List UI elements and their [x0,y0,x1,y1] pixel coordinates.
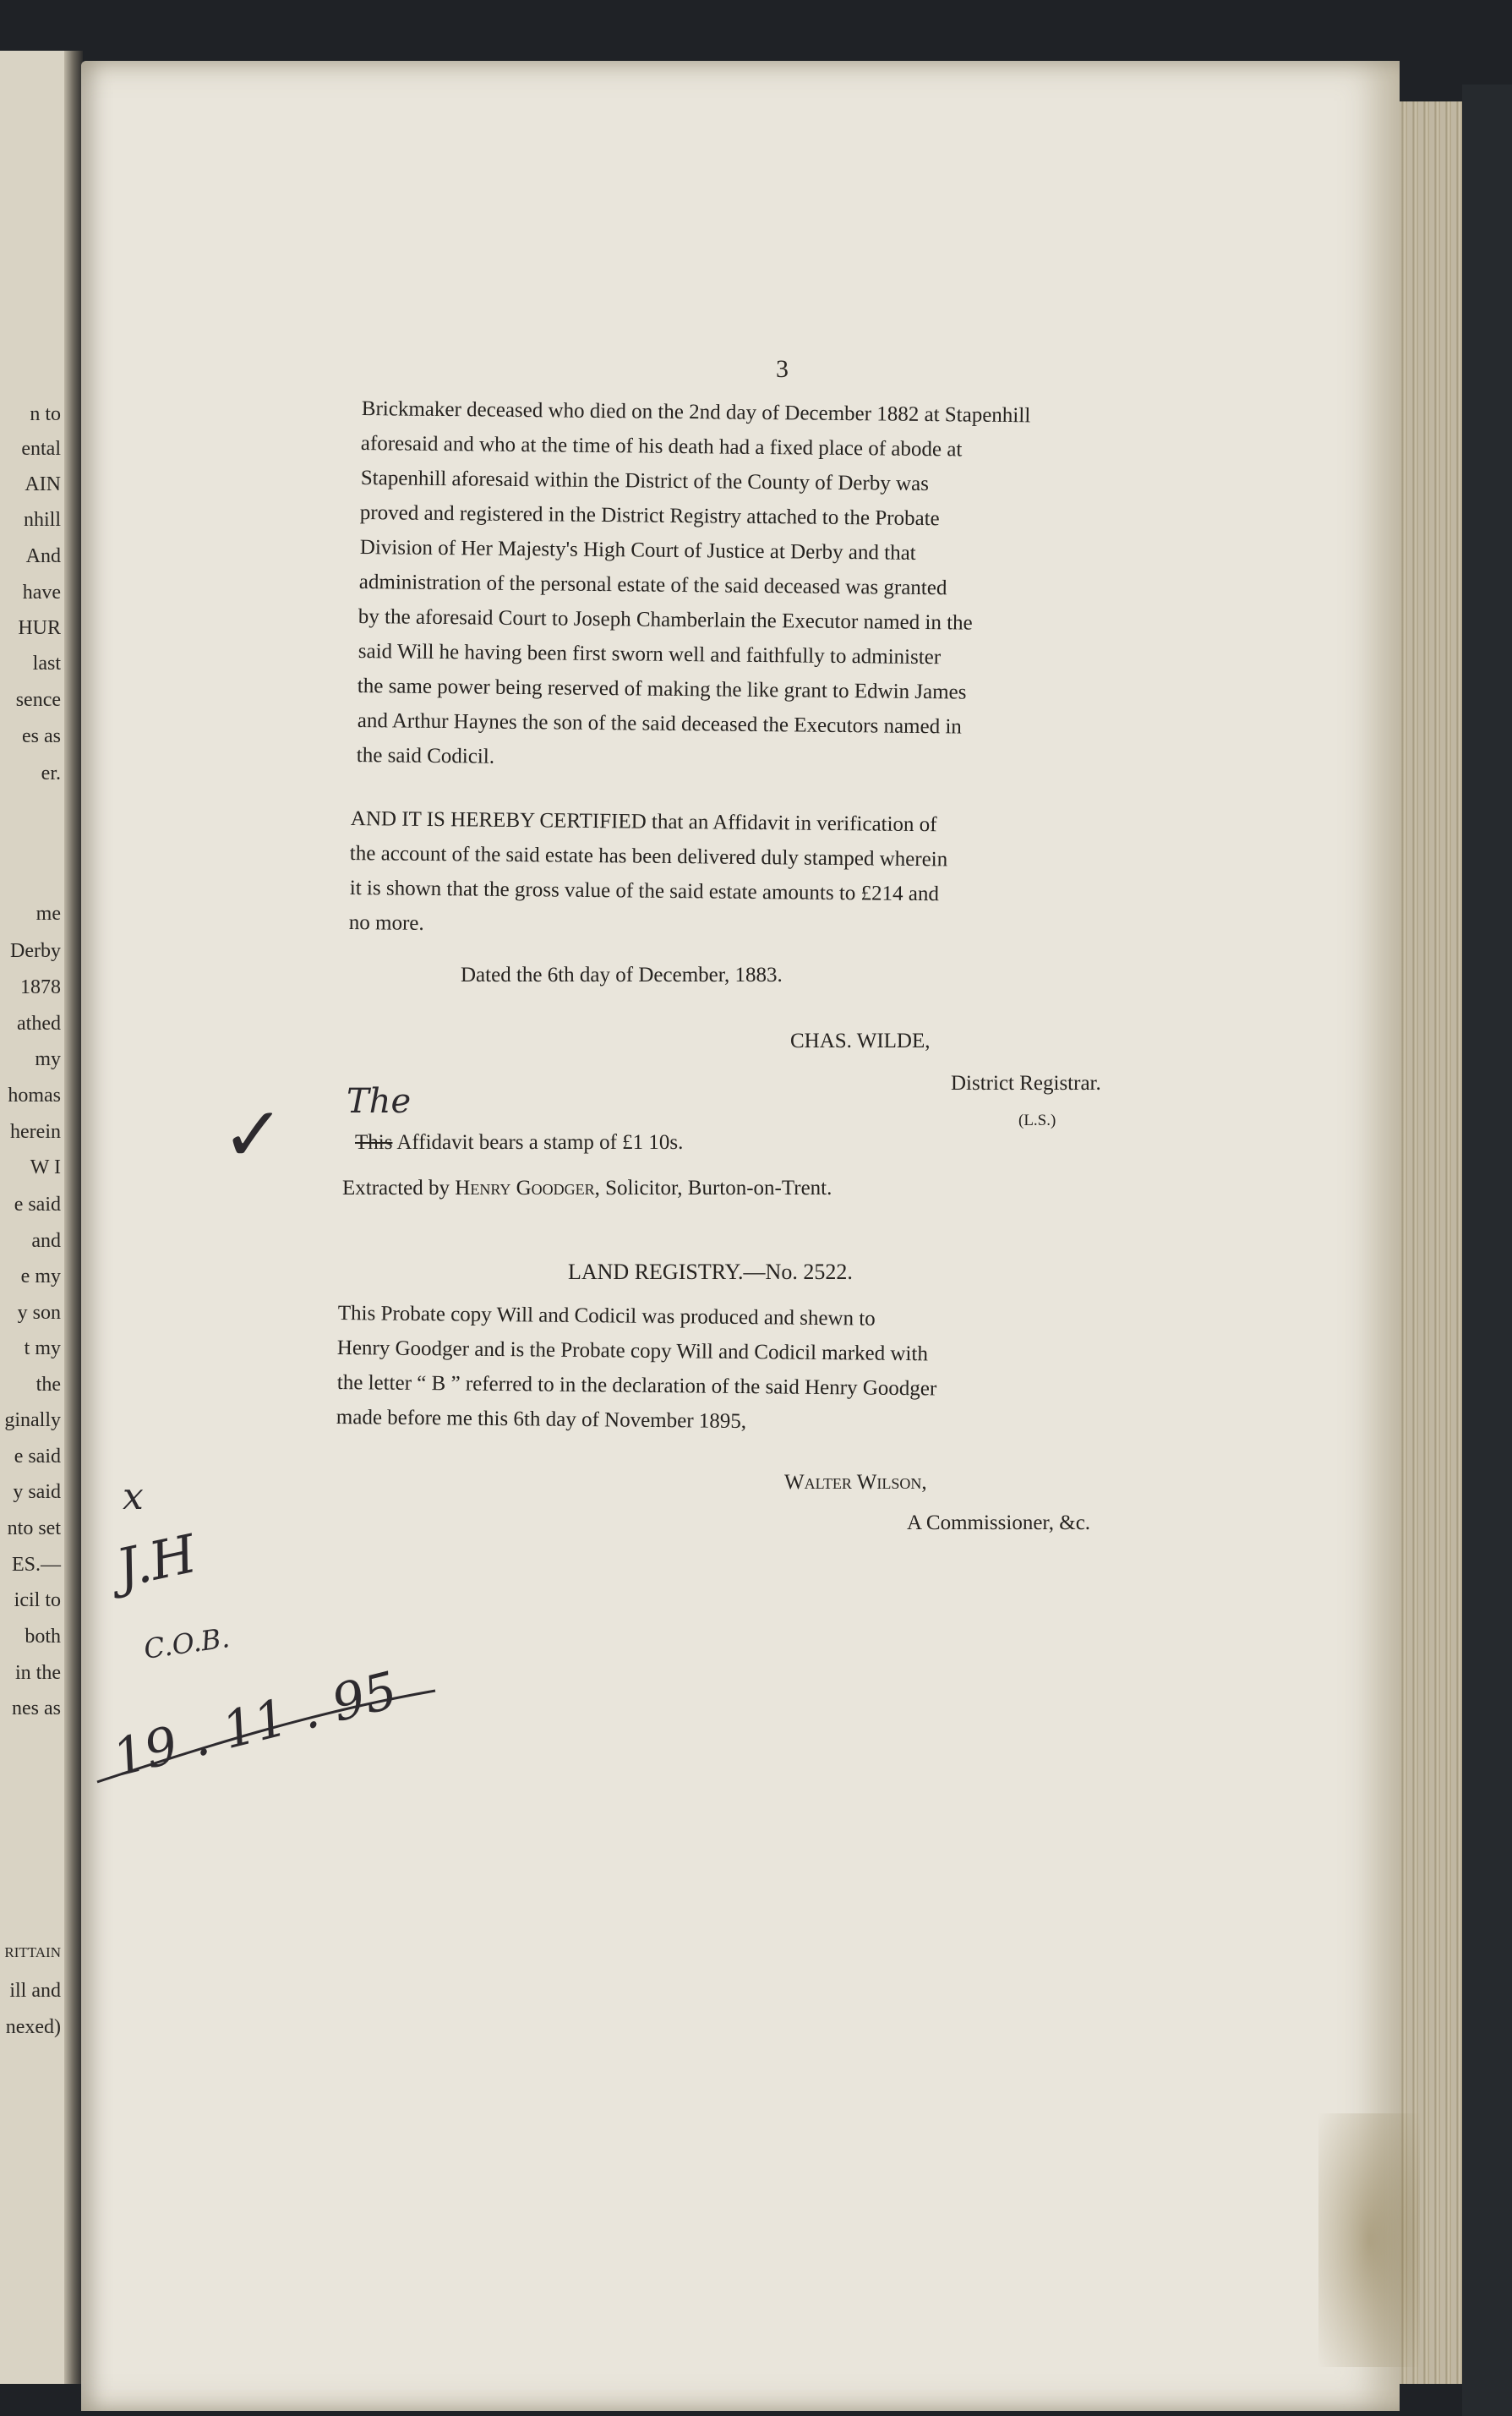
land-registry-line: This Probate copy Will and Codicil was produced and shewn to [337,1302,876,1331]
previous-page-fragment: ill and [9,1980,61,2002]
check-mark: ✓ [221,1090,286,1179]
previous-page-fragment: AIN [25,473,61,495]
previous-page-fragment: ES.— [11,1554,61,1576]
previous-page-fragment: in the [15,1662,61,1684]
dated-line: Dated the 6th day of December, 1883. [461,964,783,987]
previous-page-fragment: 1878 [20,976,61,998]
previous-page-fragment: and [31,1230,61,1252]
body-line: the same power being reserved of making the like grant to Edwin James [357,675,967,704]
body-line: Division of Her Majesty's High Court of Justice at Derby and that [359,536,916,565]
land-registry-line: Henry Goodger and is the Probate copy Will and Codicil marked with [337,1336,929,1366]
book-gutter [64,51,83,2384]
certified-line: it is shown that the gross value of the said estate amounts to £214 and [349,877,939,906]
body-line: proved and registered in the District Registry attached to the Probate [359,501,941,531]
previous-page-fragment: e my [20,1265,61,1287]
previous-page-fragment: nto set [7,1517,61,1539]
previous-page-fragment: sence [15,689,61,711]
previous-page-fragment: And [25,545,61,567]
previous-page-fragment: W I [30,1156,61,1178]
certified-line: AND IT IS HEREBY CERTIFIED that an Affidavit in verification of [350,807,937,837]
extracted-line [342,1177,832,1200]
solicitor-name: Henry Goodger [455,1177,595,1200]
handwritten-correction: The [347,1082,412,1121]
body-line: Brickmaker deceased who died on the 2nd day of December 1882 at Stapenhill [361,397,1031,428]
previous-page-fragment: nexed) [5,2016,61,2038]
land-registry-line: made before me this 6th day of November 1895, [336,1406,747,1434]
previous-page-fragment: my [35,1048,61,1070]
certified-line: no more. [348,911,425,935]
previous-page-fragment: last [32,653,61,675]
body-line: administration of the personal estate of the said deceased was granted [358,571,947,600]
previous-page-fragment: t my [24,1337,61,1359]
body-line: said Will he having been first sworn well and faithfully to administer [358,640,942,670]
body-line: aforesaid and who at the time of his death had a fixed place of abode at [361,432,963,462]
previous-page-fragment: e said [14,1194,61,1216]
previous-page-fragment: both [25,1626,61,1648]
previous-page-fragment: herein [10,1121,61,1143]
page-number: 3 [776,355,789,383]
struck-word: This [355,1131,393,1154]
land-registry-line: the letter “ B ” referred to in the declaration of the said Henry Goodger [336,1371,937,1401]
previous-page-fragment: er. [41,763,61,784]
previous-page-fragment: n to [30,403,61,425]
previous-page-fragment: nes as [12,1697,61,1719]
commissioner-name: Walter Wilson, [784,1471,927,1494]
extracted-suffix: , Solicitor, Burton-on-Trent. [594,1177,832,1200]
body-line: Stapenhill aforesaid within the District of the County of Derby was [360,467,929,496]
previous-page-fragment: have [22,582,61,604]
previous-page-fragment: icil to [14,1589,61,1611]
previous-page-fragment: y son [17,1302,61,1324]
commissioner-title: A Commissioner, &c. [907,1511,1091,1534]
affidavit-text: Affidavit bears a stamp of £1 10s. [396,1131,684,1154]
body-line: the said Codicil. [356,744,495,768]
seal-mark: (L.S.) [1018,1112,1056,1129]
margin-cob: C.O.B. [141,1621,232,1665]
previous-page-fragment: HUR [18,617,61,639]
previous-page-fragment: ental [21,438,61,460]
margin-initials: J.H [111,1522,202,1599]
margin-date: 19 . 11 . 95 [106,1660,403,1789]
paper-stain [1318,2113,1420,2367]
previous-page-fragment: the [35,1374,61,1396]
body-line: by the aforesaid Court to Joseph Chamberlain the Executor named in the [358,605,974,635]
margin-date-underline [93,1682,448,1801]
previous-page-fragment: me [35,903,61,925]
book-cover-edge [1462,85,1512,2416]
registrar-name: CHAS. WILDE, [790,1030,931,1052]
margin-x-mark: x [123,1475,144,1518]
previous-page-fragment: es as [22,725,61,747]
certified-line: the account of the said estate has been delivered duly stamped wherein [350,842,948,872]
previous-page-fragment: nhill [23,509,61,531]
previous-page-fragment: RITTAIN [4,1944,61,1960]
land-registry-heading: LAND REGISTRY.—No. 2522. [568,1260,853,1284]
previous-page-fragment: athed [17,1013,61,1035]
registrar-title: District Registrar. [951,1072,1101,1095]
extracted-prefix: Extracted by [342,1177,450,1200]
previous-page-fragment: y said [13,1481,61,1503]
previous-page-fragment: Derby [10,940,61,962]
previous-page-fragment: homas [8,1085,61,1107]
affidavit-line [355,1131,683,1155]
previous-page-fragment: e said [14,1446,61,1468]
body-line: and Arthur Haynes the son of the said deceased the Executors named in [357,709,962,739]
previous-page-fragment: ginally [4,1409,61,1431]
